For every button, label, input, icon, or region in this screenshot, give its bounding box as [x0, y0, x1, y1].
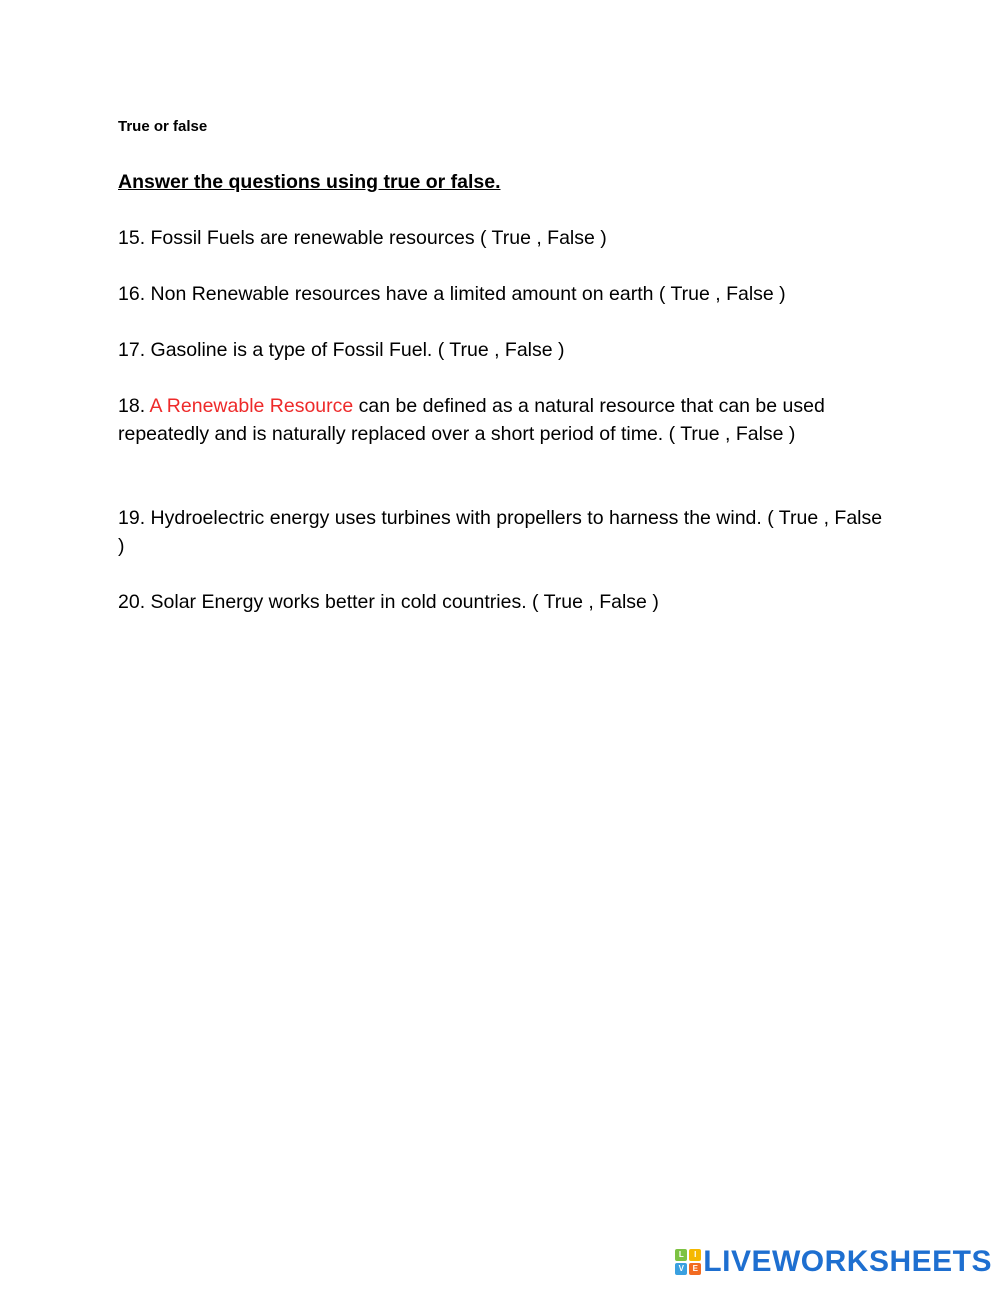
question-18-text: can be defined as a natural resource that can be used repeatedly and is naturally replaced over a short period of time. ( True , False ) [118, 395, 825, 445]
question-20: 20. Solar Energy works better in cold countries. ( True , False ) [118, 591, 659, 613]
question-19: 19. Hydroelectric energy uses turbines with propellers to harness the wind. ( True , False ) [118, 507, 883, 557]
worksheet-title: True or false [118, 118, 208, 135]
question-15: 15. Fossil Fuels are renewable resources ( True , False ) [118, 227, 607, 249]
question-18-highlight: A Renewable Resource [149, 395, 354, 417]
logo-letter-l: L [675, 1249, 687, 1261]
liveworksheets-logo [675, 1247, 992, 1277]
question-16: 16. Non Renewable resources have a limited amount on earth ( True , False ) [118, 283, 786, 305]
liveworksheets-logo-icon [675, 1249, 701, 1275]
question-17: 17. Gasoline is a type of Fossil Fuel. ( True , False ) [118, 339, 565, 361]
logo-letter-v: V [675, 1263, 687, 1275]
question-18 [118, 392, 848, 448]
question-18-number: 18. [118, 395, 150, 417]
instructions-heading: Answer the questions using true or false. [118, 171, 501, 193]
liveworksheets-wordmark: LIVEWORKSHEETS [703, 1245, 992, 1278]
logo-letter-e: E [689, 1263, 701, 1275]
logo-letter-i: I [689, 1249, 701, 1261]
